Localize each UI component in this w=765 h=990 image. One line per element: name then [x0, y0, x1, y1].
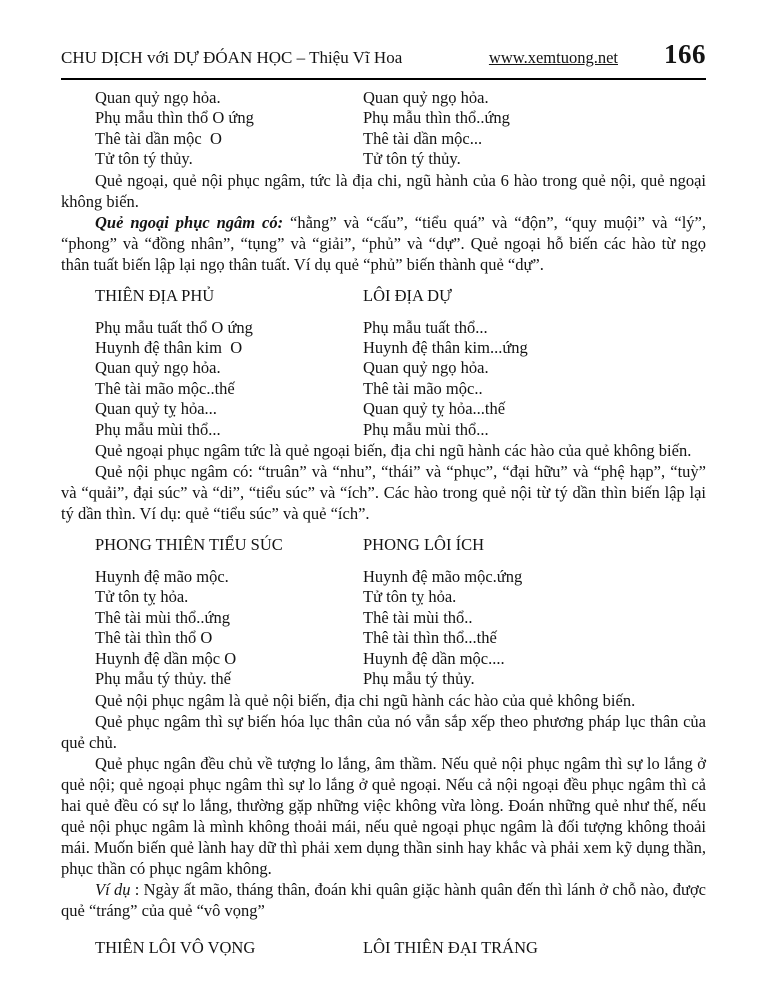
hexagram-line: Thê tài dần mộc...	[363, 128, 483, 148]
hexagram-line: Quan quỷ tỵ hỏa...thế	[363, 399, 506, 419]
hexagram-line: Huynh đệ mão mộc.ứng	[363, 567, 523, 587]
page-header	[61, 39, 706, 70]
hexagram-title-right: LÔI ĐỊA DỰ	[363, 285, 452, 305]
hexagram-line: Thê tài dần mộc O	[95, 128, 222, 148]
hexagram-line: Phụ mẫu mùi thổ...	[363, 419, 489, 439]
hexagram-line: Quan quỷ tỵ hỏa...	[95, 399, 217, 419]
hexagram-line: Thê tài mùi thổ..ứng	[95, 607, 230, 627]
hexagram-title-right: LÔI THIÊN ĐẠI TRÁNG	[363, 937, 538, 957]
paragraph: Quẻ ngoại phục ngâm tức là quẻ ngoại biến, địa chi ngũ hành các hào của quẻ không biến.	[95, 441, 692, 461]
hexagram-line: Tử tôn tỵ hỏa.	[95, 587, 189, 607]
hexagram-line: Tử tôn tỵ hỏa.	[363, 587, 457, 607]
hexagram-line: Huynh đệ mão mộc.	[95, 567, 229, 587]
hexagram-line: Huynh đệ thân kim O	[95, 338, 243, 358]
paragraph-text: : Ngày ất mão, tháng thân, đoán khi quân giặc hành quân đến thì lánh ở chỗ nào, được quẻ “tráng” của quẻ “vô vọng”	[61, 879, 706, 920]
hexagram-block-tieu-suc-ich	[61, 567, 706, 689]
hexagram-column-left	[95, 318, 363, 440]
hexagram-column-left	[95, 567, 363, 689]
book-title: CHU DỊCH với DỰ ĐÓAN HỌC – Thiệu Vĩ Hoa	[61, 48, 403, 67]
page-number: 166	[664, 39, 706, 69]
hexagram-block-phu-du	[61, 318, 706, 440]
page-content	[61, 88, 706, 958]
hexagram-line: Thê tài thìn thổ O	[95, 628, 213, 648]
hexagram-section-titles	[61, 534, 706, 555]
hexagram-section-titles	[61, 285, 706, 306]
hexagram-title-right: PHONG LÔI ÍCH	[363, 535, 484, 555]
hexagram-title-left: THIÊN ĐỊA PHỦ	[95, 285, 215, 305]
hexagram-line: Thê tài mão mộc..	[363, 378, 483, 398]
paragraph-lead: Quẻ ngoại phục ngâm có:	[95, 212, 284, 232]
paragraph-lead: Ví dụ	[95, 879, 131, 899]
hexagram-line: Tử tôn tý thủy.	[95, 149, 193, 169]
hexagram-line: Phụ mẫu thìn thổ..ứng	[363, 108, 510, 128]
hexagram-column-left	[95, 88, 363, 170]
hexagram-line: Tử tôn tý thủy.	[363, 149, 461, 169]
hexagram-section-titles	[61, 937, 706, 958]
hexagram-title-left: PHONG THIÊN TIỂU SÚC	[95, 535, 283, 555]
hexagram-line: Thê tài mùi thổ..	[363, 607, 473, 627]
paragraph: Quẻ nội phục ngâm có: “truân” và “nhu”, “thái” và “phục”, “đại hữu” và “phệ hạp”, “tuỳ” và “quải”, đại súc” và “di”, “tiểu súc” và “ích”. Các hào trong quẻ nội từ tý dần thìn biến lập lại tý dần thìn. Ví dụ: quẻ “tiểu súc” và quẻ “ích”.	[61, 462, 706, 524]
paragraph: Quẻ ngoại, quẻ nội phục ngâm, tức là địa chi, ngũ hành của 6 hào trong quẻ nội, quẻ ngoại không biến.	[61, 170, 706, 211]
hexagram-line: Quan quỷ ngọ hỏa.	[363, 358, 489, 378]
website-link[interactable]: www.xemtuong.net	[488, 48, 618, 67]
hexagram-block-intro	[61, 88, 706, 170]
paragraph	[61, 879, 706, 921]
hexagram-line: Phụ mẫu tý thủy.	[363, 669, 475, 689]
hexagram-line: Huynh đệ dần mộc....	[363, 648, 505, 668]
paragraph: Quẻ phục ngân đều chủ về tượng lo lắng, âm thầm. Nếu quẻ nội phục ngâm thì sự lo lắng ở quẻ nội; quẻ ngoại phục ngâm thì sự lo lắng ở quẻ ngoại. Nếu cả nội ngoại đều phục ngâm thì cả hai quẻ đều có sự lo lắng, thường gặp những việc không vừa lòng. Đoán những quẻ như thế, nếu quẻ nội phục ngâm là mình không thoải mái, nếu quẻ ngoại phục ngâm là đối tượng không thoải mái. Muốn biến quẻ lành hay dữ thì phải xem dụng thần sinh hay khắc và phải xem kỹ dụng thần, phục thần có phục ngâm không.	[61, 753, 706, 878]
paragraph: Quẻ phục ngâm thì sự biến hóa lục thân của nó vẫn sắp xếp theo phương pháp lục thân của quẻ chủ.	[61, 711, 706, 752]
hexagram-line: Phụ mẫu mùi thổ...	[95, 419, 221, 439]
hexagram-line: Phụ mẫu thìn thổ O ứng	[95, 108, 254, 128]
hexagram-column-right	[363, 318, 706, 440]
hexagram-line: Thê tài mão mộc..thế	[95, 378, 235, 398]
paragraph-text: “hằng” và “cấu”, “tiểu quá” và “độn”, “quy muội” và “lý”, “phong” và “đồng nhân”, “tụng” và “giải”, “phủ” và “dự”. Quẻ ngoại hỗ biến các hào từ ngọ thân tuất biến lập lại ngọ thân tuất. Ví dụ quẻ “phủ” biến thành quẻ “dự”.	[61, 212, 706, 274]
paragraph: Quẻ nội phục ngâm là quẻ nội biến, địa chi ngũ hành các hào của quẻ không biến.	[95, 690, 636, 710]
hexagram-line: Thê tài thìn thổ...thế	[363, 628, 497, 648]
paragraph	[61, 212, 706, 275]
hexagram-line: Phụ mẫu tuất thổ...	[363, 317, 488, 337]
header-divider	[61, 78, 706, 80]
hexagram-line: Phụ mẫu tuất thổ O ứng	[95, 317, 253, 337]
hexagram-line: Quan quỷ ngọ hỏa.	[95, 88, 221, 107]
hexagram-line: Quan quỷ ngọ hỏa.	[95, 358, 221, 378]
hexagram-line: Huynh đệ dần mộc O	[95, 648, 237, 668]
hexagram-line: Quan quỷ ngọ hỏa.	[363, 88, 489, 107]
hexagram-title-left: THIÊN LÔI VÔ VỌNG	[95, 937, 256, 957]
hexagram-line: Huynh đệ thân kim...ứng	[363, 338, 528, 358]
hexagram-line: Phụ mẫu tý thủy. thế	[95, 669, 231, 689]
hexagram-column-right	[363, 88, 706, 170]
hexagram-column-right	[363, 567, 706, 689]
